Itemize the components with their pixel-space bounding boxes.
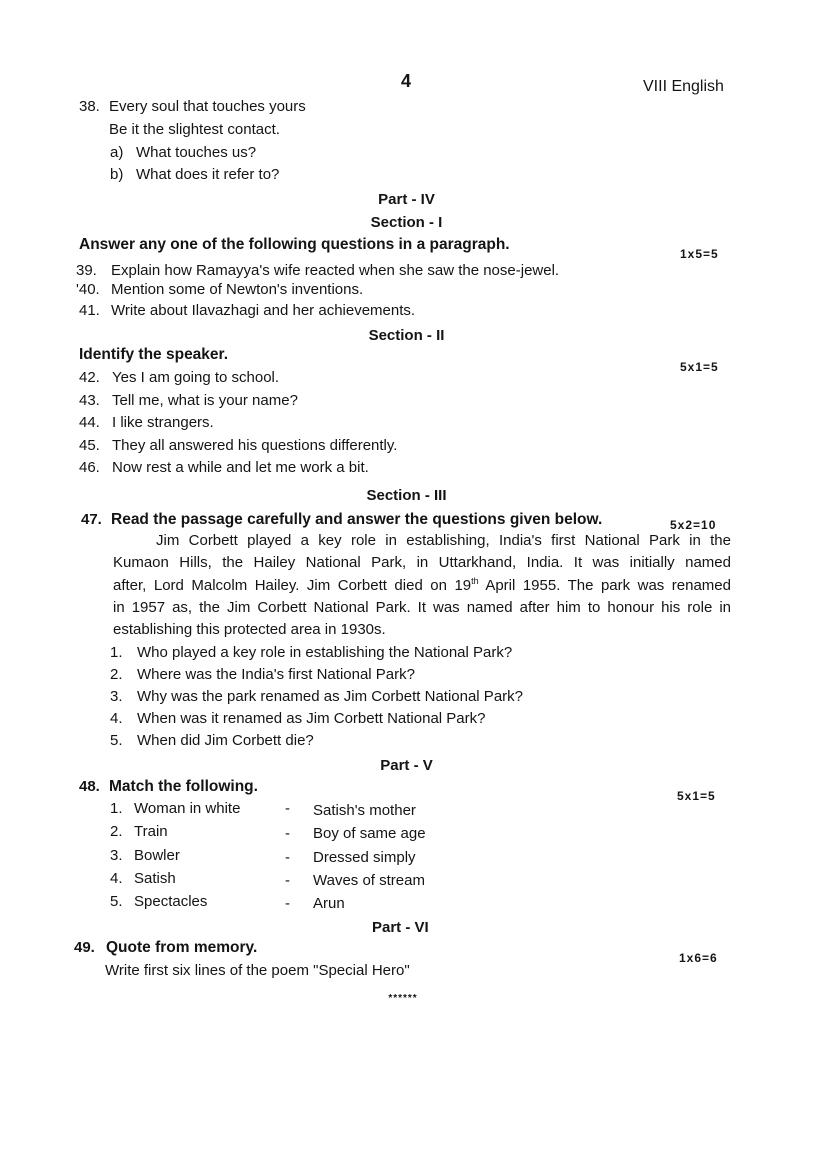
match-right: Dressed simply	[313, 849, 416, 866]
question-text: Who played a key role in establishing the National Park?	[137, 644, 513, 661]
section-ii-instruction: Identify the speaker.	[79, 346, 229, 363]
match-number: 5.	[110, 893, 123, 910]
question-number: 3.	[110, 688, 123, 705]
sub-question-label: a)	[110, 144, 124, 161]
passage-line: in 1957 as, the Jim Corbett National Park. It was named after him to honour his role in	[113, 598, 731, 616]
match-left: Bowler	[134, 847, 180, 864]
question-number: 39.	[76, 262, 97, 279]
poem-line: Be it the slightest contact.	[109, 121, 280, 138]
question-text: They all answered his questions differently.	[112, 437, 398, 454]
part-iv-title: Part - IV	[378, 191, 435, 208]
question-number: 48.	[79, 778, 100, 795]
match-number: 4.	[110, 870, 123, 887]
section-i-title: Section - I	[370, 214, 443, 231]
question-text: Explain how Ramayya's wife reacted when she saw the nose-jewel.	[111, 262, 560, 279]
question-number: '40.	[76, 281, 100, 298]
passage-line: Jim Corbett played a key role in establishing, India's first National Park in the	[156, 532, 731, 549]
question-number: 4.	[110, 710, 123, 727]
match-number: 1.	[110, 800, 123, 817]
part-vi-task: Write first six lines of the poem "Special Hero"	[105, 962, 410, 979]
part-vi-marks: 1x6=6	[679, 951, 718, 965]
match-dash: -	[285, 895, 290, 912]
question-number: 44.	[79, 414, 100, 431]
section-ii-title: Section - II	[368, 327, 445, 344]
ordinal-suffix: th	[471, 575, 479, 586]
question-number: 38.	[79, 98, 100, 115]
passage-line: Kumaon Hills, the Hailey National Park, in Uttarkhand, India. It was initially named	[113, 554, 731, 572]
question-number: 45.	[79, 437, 100, 454]
match-right: Satish's mother	[313, 802, 416, 819]
question-text: Tell me, what is your name?	[112, 392, 298, 409]
match-left: Satish	[134, 870, 176, 887]
question-text: When did Jim Corbett die?	[137, 732, 314, 749]
part-v-instruction: Match the following.	[109, 778, 258, 795]
passage-line: establishing this protected area in 1930s.	[113, 621, 386, 639]
question-text: When was it renamed as Jim Corbett National Park?	[137, 710, 486, 727]
sub-question-text: What touches us?	[136, 144, 257, 161]
match-left: Train	[134, 823, 168, 840]
question-text: Where was the India's first National Park?	[137, 666, 415, 683]
match-dash: -	[285, 800, 290, 817]
question-number: 5.	[110, 732, 123, 749]
question-text: Write about Ilavazhagi and her achievements.	[111, 302, 416, 319]
question-text: Now rest a while and let me work a bit.	[112, 459, 369, 476]
question-number: 46.	[79, 459, 100, 476]
match-right: Boy of same age	[313, 825, 426, 842]
part-v-title: Part - V	[380, 757, 433, 774]
part-vi-title: Part - VI	[372, 919, 429, 936]
question-number: 1.	[110, 644, 123, 661]
question-text: Why was the park renamed as Jim Corbett National Park?	[137, 688, 523, 705]
passage-line: after, Lord Malcolm Hailey. Jim Corbett died on 19th April 1955. The park was renamed	[113, 575, 731, 594]
question-number: 2.	[110, 666, 123, 683]
question-number: 41.	[79, 302, 100, 319]
match-right: Arun	[313, 895, 345, 912]
question-text: Mention some of Newton's inventions.	[111, 281, 364, 298]
page-number: 4	[401, 71, 412, 91]
section-i-instruction: Answer any one of the following questions in a paragraph.	[79, 236, 510, 253]
question-text: Yes I am going to school.	[112, 369, 280, 386]
match-number: 3.	[110, 847, 123, 864]
question-number: 49.	[74, 939, 95, 956]
section-iii-title: Section - III	[366, 487, 447, 504]
subject-title: VIII English	[643, 78, 724, 95]
section-i-marks: 1x5=5	[680, 247, 719, 261]
passage	[113, 530, 731, 641]
match-dash: -	[285, 872, 290, 889]
match-number: 2.	[110, 823, 123, 840]
sub-question-text: What does it refer to?	[136, 166, 280, 183]
section-ii-marks: 5x1=5	[680, 360, 719, 374]
section-iii-marks: 5x2=10	[670, 518, 717, 532]
question-number: 47.	[81, 511, 102, 528]
poem-line: Every soul that touches yours	[109, 98, 306, 115]
match-left: Woman in white	[134, 800, 241, 817]
match-right: Waves of stream	[313, 872, 425, 889]
end-stars: ******	[388, 993, 418, 1004]
match-dash: -	[285, 849, 290, 866]
question-number: 43.	[79, 392, 100, 409]
part-vi-instruction: Quote from memory.	[106, 939, 258, 956]
section-iii-instruction: Read the passage carefully and answer the questions given below.	[111, 511, 603, 528]
match-dash: -	[285, 825, 290, 842]
question-number: 42.	[79, 369, 100, 386]
match-left: Spectacles	[134, 893, 208, 910]
question-text: I like strangers.	[112, 414, 214, 431]
sub-question-label: b)	[110, 166, 124, 183]
part-v-marks: 5x1=5	[677, 789, 716, 803]
